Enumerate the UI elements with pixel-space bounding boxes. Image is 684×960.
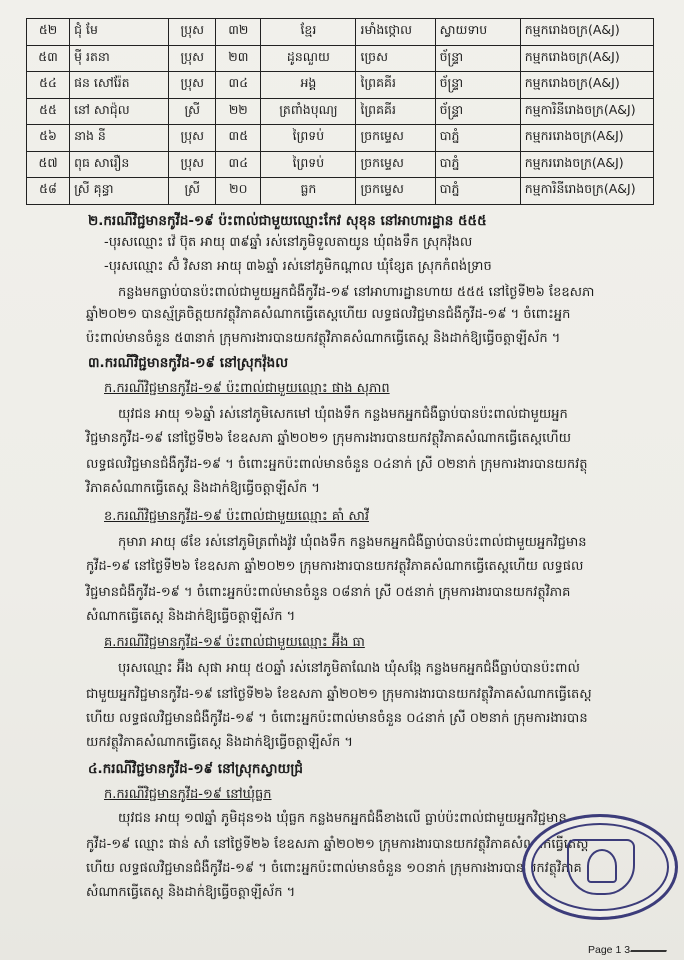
table-cell: ៣៤ <box>216 151 261 178</box>
paragraph-line: ជាមួយអ្នកវិជ្ជមានកូវីដ-១៩ នៅថ្ងៃទី២៦ ខែឧសភា ឆ្នាំ២០២១ ក្រុមការងារបានយកវត្ថុវិភាគសំណាកធ្វើតេស្ត <box>86 687 592 702</box>
table-row <box>27 125 654 152</box>
table-cell: ៣៥ <box>216 125 261 152</box>
table-cell: ៣២ <box>216 19 261 46</box>
table-cell: កម្មករោងចក្រ(A&J) <box>520 72 653 99</box>
table-cell: អង្គ <box>261 72 356 99</box>
table-cell: ៥៨ <box>27 178 70 205</box>
handwritten-signature <box>630 920 678 952</box>
table-cell: ប្រុស <box>169 45 216 72</box>
section-heading: ៣.ករណីវិជ្ជមានកូវីដ-១៩ នៅស្រុកវ៉ុងល <box>88 355 289 371</box>
paragraph-line: វិជ្ជមានកូវីដ-១៩ នៅថ្ងៃទី២៦ ខែឧសភា ឆ្នាំ២០២១ ក្រុមការងារបានយកវត្ថុវិភាគសំណាកធ្វើតេស្តហើយ <box>86 431 571 446</box>
table-cell: ច័ន្ទ្រា <box>435 72 520 99</box>
case-subheading: ខ.ករណីវិជ្ជមានកូវីដ-១៩ ប៉ះពាល់ជាមួយឈ្មោះ គាំ សាវី <box>104 509 369 524</box>
table-cell: ធ្លក <box>261 178 356 205</box>
table-cell: បាភ្នំ <box>435 151 520 178</box>
table-cell: ពុធ សារឿន <box>70 151 169 178</box>
table-row <box>27 178 654 205</box>
section-heading: ៤.ករណីវិជ្ជមានកូវីដ-១៩ នៅស្រុកស្វាយជ្រំ <box>88 761 303 777</box>
paragraph-line: វិជ្ជមានជំងឺកូវីដ-១៩ ។ ចំពោះអ្នកប៉ះពាល់មានចំនួន ០៨នាក់ ស្រី ០៥នាក់ ក្រុមការងារបានយកវត្ថុវិភាគ <box>86 585 571 600</box>
paragraph-line: សំណាកធ្វើតេស្ត និងដាក់ឱ្យធ្វើចត្តាឡីស័ក ។ <box>86 885 296 900</box>
paragraph-line: សំណាកធ្វើតេស្ត និងដាក់ឱ្យធ្វើចត្តាឡីស័ក ។ <box>86 609 296 624</box>
section-heading: ២.ករណីវិជ្ជមានកូវីដ-១៩ ប៉ះពាល់ជាមួយឈ្មោះកែវ សុខុន នៅអាហារដ្ឋាន ៥៥៥ <box>88 213 487 229</box>
table-cell: ៥៦ <box>27 125 70 152</box>
table-cell: ស្រី គុន្ធា <box>70 178 169 205</box>
case-subheading: ក.ករណីវិជ្ជមានកូវីដ-១៩ នៅឃុំធ្លក <box>104 787 272 802</box>
table-cell: ច័ន្ទ្រា <box>435 98 520 125</box>
table-cell: កម្មករោងចក្រ(A&J) <box>520 19 653 46</box>
table-cell: ព្រៃគគីរ <box>356 98 435 125</box>
paragraph-line: លទ្ធផលវិជ្ជមានជំងឺកូវីដ-១៩ ។ ចំពោះអ្នកប៉ះពាល់មានចំនួន ០៤នាក់ ស្រី ០២នាក់ ក្រុមការងារបានយកវត្ថុ <box>86 457 588 472</box>
table-cell: ជុំ មែ <box>70 19 169 46</box>
paragraph-line: កុមារា អាយុ ៨ខែ រស់នៅភូមិត្រពាំងវ៉ូវ ឃុំពងទឹក កន្លងមកអ្នកជំងឺធ្លាប់បានប៉ះពាល់ជាមួយអ្នកវិជ្ជមាន <box>118 535 587 550</box>
table-cell: កម្មការិនីរោងចក្រ(A&J) <box>520 98 653 125</box>
official-seal <box>522 814 678 920</box>
table-cell: ច្រកម្ទេស <box>356 125 435 152</box>
table-row <box>27 151 654 178</box>
table-cell: ខ្មែរ <box>261 19 356 46</box>
paragraph-line: -បុរសឈ្មោះ ស៊ំ វិសនា អាយុ ៣៦ឆ្នាំ រស់នៅភូមិកណ្តាល ឃុំខ្សែត ស្រុកកំពង់ទ្រាច <box>104 259 492 274</box>
case-subheading: គ.ករណីវិជ្ជមានកូវីដ-១៩ ប៉ះពាល់ជាមួយឈ្មោះ អ៊ីង ធា <box>104 635 365 650</box>
table-cell: ព្រៃគគីរ <box>356 72 435 99</box>
table-cell: ត្រពាំងបុណ្យ <box>261 98 356 125</box>
table-cell: ផន សៅរ៉ែត <box>70 72 169 99</box>
table-row <box>27 72 654 99</box>
table-cell: បាភ្នំ <box>435 125 520 152</box>
table-cell: ៥៧ <box>27 151 70 178</box>
paragraph-line: ប៉ះពាល់មានចំនួន ៥៣នាក់ ក្រុមការងារបានយកវត្ថុវិភាគសំណាកធ្វើតេស្ត និងដាក់ឱ្យធ្វើចត្តាឡីស័ក ។ <box>86 331 561 346</box>
table-cell: ២៣ <box>216 45 261 72</box>
cases-table-body <box>27 19 654 205</box>
table-cell: នាង នី <box>70 125 169 152</box>
table-cell: ច្រកម្ទេស <box>356 178 435 205</box>
table-cell: ៥២ <box>27 19 70 46</box>
table-cell: ២០ <box>216 178 261 205</box>
page-number: Page 1 3 <box>588 944 631 956</box>
table-cell: ៣៤ <box>216 72 261 99</box>
table-cell: ស្រី <box>169 178 216 205</box>
paragraph-line: យកវត្ថុវិភាគសំណាកធ្វើតេស្ត និងដាក់ឱ្យធ្វើចត្តាឡីស័ក ។ <box>86 735 353 750</box>
table-cell: ព្រៃទប់ <box>261 151 356 178</box>
paragraph-line: បុរសឈ្មោះ អ៊ីង សុផា អាយុ ៥០ឆ្នាំ រស់នៅភូមិតាណែង ឃុំសង្កែ កន្លងមកអ្នកជំងឺធ្លាប់បានប៉ះពាល់ <box>118 661 580 676</box>
table-cell: ២២ <box>216 98 261 125</box>
table-cell: ច្រកម្ទេស <box>356 151 435 178</box>
table-cell: ព្រៃទប់ <box>261 125 356 152</box>
table-cell: ស្រី <box>169 98 216 125</box>
table-row <box>27 19 654 46</box>
table-cell: កម្មការិនីរោងចក្រ(A&J) <box>520 178 653 205</box>
table-cell: រមាំងថ្កោល <box>356 19 435 46</box>
case-subheading: ក.ករណីវិជ្ជមានកូវីដ-១៩ ប៉ះពាល់ជាមួយឈ្មោះ ផាង សុភាព <box>104 381 390 396</box>
table-cell: កម្មកររោងចក្រ(A&J) <box>520 125 653 152</box>
paragraph-line: ហើយ លទ្ធផលវិជ្ជមានជំងឺកូវីដ-១៩ ។ ចំពោះអ្នកប៉ះពាល់មានចំនួន ០៤នាក់ ស្រី ០២នាក់ ក្រុមការងារបាន <box>86 711 588 726</box>
table-cell: កម្មកររោងចក្រ(A&J) <box>520 151 653 178</box>
table-cell: ៥៣ <box>27 45 70 72</box>
table-cell: ប្រុស <box>169 151 216 178</box>
table-cell: ច័ន្ទ្រា <box>435 45 520 72</box>
table-cell: ប្រុស <box>169 19 216 46</box>
paragraph-line: កូវីដ-១៩ នៅថ្ងៃទី២៦ ខែឧសភា ឆ្នាំ២០២១ ក្រុមការងារបានយកវត្ថុវិភាគសំណាកធ្វើតេស្តហើយ លទ្ធផល <box>86 559 584 574</box>
table-row <box>27 98 654 125</box>
paragraph-line: -បុរសឈ្មោះ វ៉េ ប៊ុត អាយុ ៣៩ឆ្នាំ រស់នៅភូមិទួលតាយូន ឃុំពងទឹក ស្រុកវ៉ុងល <box>104 235 473 250</box>
paragraph-line: វិភាគសំណាកធ្វើតេស្ត និងដាក់ឱ្យធ្វើចត្តាឡីស័ក ។ <box>86 481 320 496</box>
table-cell: ប្រុស <box>169 72 216 99</box>
table-cell: កម្មករោងចក្រ(A&J) <box>520 45 653 72</box>
table-cell: នៅ សាជ៉ុល <box>70 98 169 125</box>
table-cell: ប្រុស <box>169 125 216 152</box>
paragraph-line: យុវជន អាយុ ១៦ឆ្នាំ រស់នៅភូមិសេកមៅ ឃុំពងទឹក កន្លងមកអ្នកជំងឺធ្លាប់បានប៉ះពាល់ជាមួយអ្នក <box>118 407 568 422</box>
table-cell: ច្រេស <box>356 45 435 72</box>
table-cell: ៥៥ <box>27 98 70 125</box>
table-cell: ៥៤ <box>27 72 70 99</box>
table-row <box>27 45 654 72</box>
table-cell: ស្វាយទាប <box>435 19 520 46</box>
table-cell: ម៉ី រតនា <box>70 45 169 72</box>
table-cell: បាភ្នំ <box>435 178 520 205</box>
table-cell: ដូនណួយ <box>261 45 356 72</box>
cases-table <box>26 18 654 205</box>
paragraph-line: ហើយ លទ្ធផលវិជ្ជមានជំងឺកូវីដ-១៩ ។ ចំពោះអ្នកប៉ះពាល់មានចំនួន ១០នាក់ ក្រុមការងារបានយកវត្ថុវិភាគ <box>86 861 582 876</box>
seal-emblem <box>567 839 635 895</box>
paragraph-line: កន្លងមកធ្លាប់បានប៉ះពាល់ជាមួយអ្នកជំងឺកូវីដ-១៩ នៅអាហារដ្ឋានហាយ ៥៥៥ នៅថ្ងៃទី២៦ ខែឧសភា <box>118 285 595 300</box>
paragraph-line: ឆ្នាំ២០២១ បានស្ម័គ្រចិត្តយកវត្ថុវិភាគសំណាកធ្វើតេស្តហើយ លទ្ធផលវិជ្ជមានជំងឺកូវីដ-១៩ ។ ចំពោះអ្នក <box>86 307 571 322</box>
paragraph-line: យុវជន អាយុ ១៧ឆ្នាំ ភូមិដុន១ង ឃុំធ្លក កន្លងមកអ្នកជំងឺខាងលើ ធ្លាប់ប៉ះពាល់ជាមួយអ្នកវិជ្ជមាន <box>118 811 567 826</box>
paragraph-line: កូវីដ-១៩ ឈ្មោះ ផាន់ សាំ នៅថ្ងៃទី២៦ ខែឧសភា ឆ្នាំ២០២១ ក្រុមការងារបានយកវត្ថុវិភាគសំណាកធ្វើតេស្ត <box>86 837 589 852</box>
